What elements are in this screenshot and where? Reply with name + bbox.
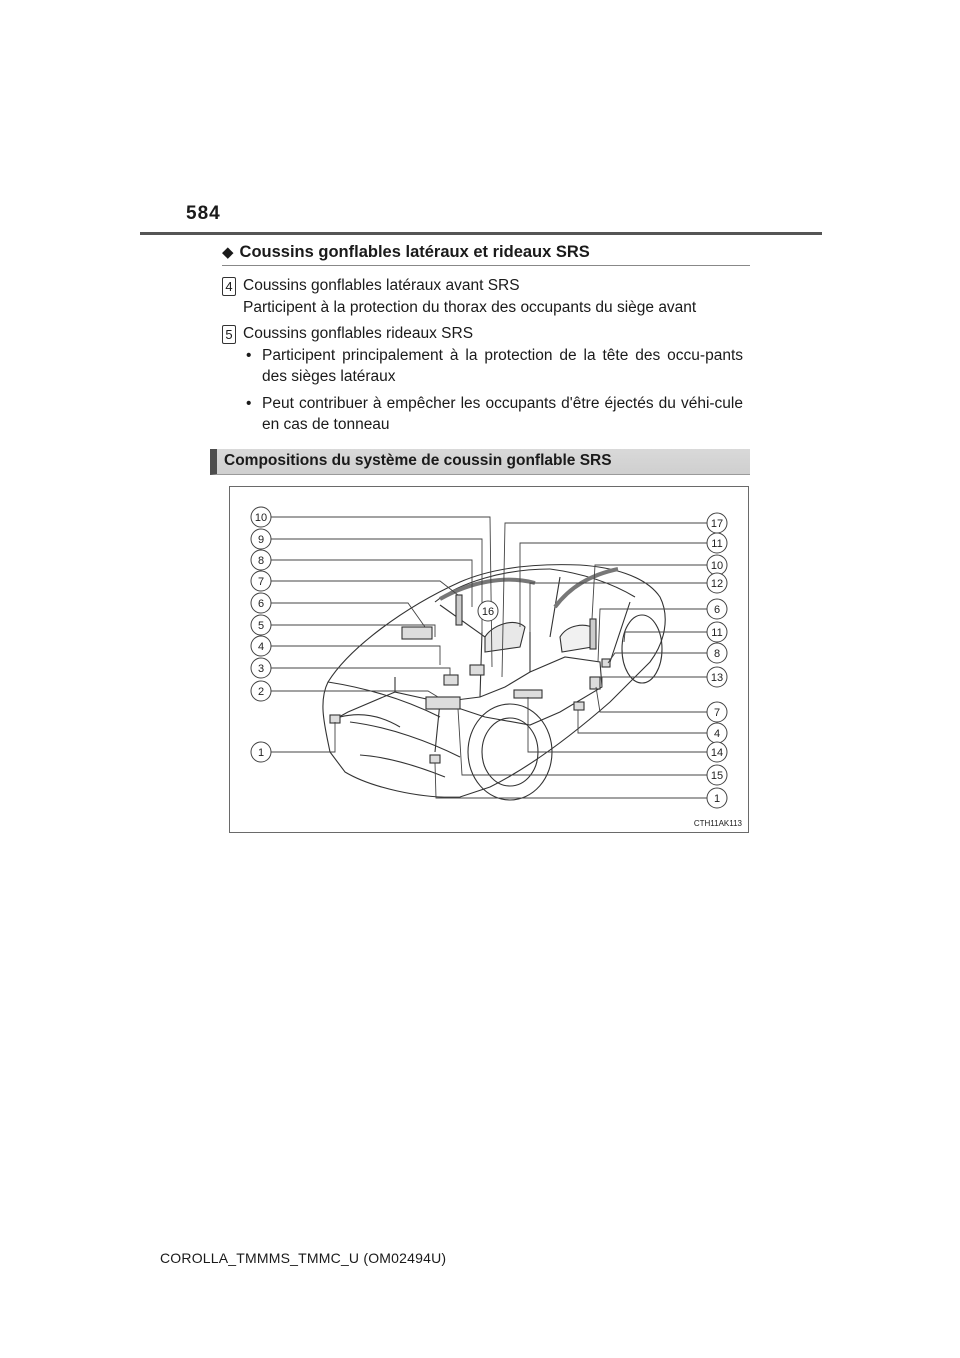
item-title: Coussins gonflables rideaux SRS [243, 325, 474, 342]
item-description: Participent à la protection du thorax des occupants du siège avant [243, 299, 697, 316]
callout-label: 14 [710, 747, 724, 759]
bullet-icon: • [246, 347, 252, 364]
callout-label: 7 [257, 576, 265, 588]
callout-label: 11 [711, 538, 723, 550]
airbag-system-figure [229, 486, 749, 833]
heading-rule [222, 265, 750, 266]
callout-label: 12 [710, 578, 724, 590]
callout-label: 16 [481, 606, 495, 618]
bullet-text: Participent principalement à la protection de la tête des occu-pants des sièges latéraux [262, 347, 743, 385]
callout-label: 8 [257, 555, 265, 567]
bullet-item [246, 393, 743, 435]
item-number-badge: 4 [222, 277, 236, 296]
callout-label: 13 [710, 672, 724, 684]
callout-label: 4 [713, 728, 721, 740]
callout-label: 10 [710, 560, 724, 572]
callout-label: 11 [711, 627, 723, 639]
callout-label: 7 [713, 707, 721, 719]
car-diagram [230, 487, 749, 833]
callout-label: 17 [710, 518, 724, 530]
section-heading [222, 243, 590, 262]
callout-label: 3 [257, 663, 265, 675]
subsection-title: Compositions du système de coussin gonflable SRS [224, 452, 612, 469]
callout-label: 4 [257, 641, 265, 653]
bullet-item [246, 345, 743, 387]
callout-label: 2 [257, 686, 265, 698]
bullet-text: Peut contribuer à empêcher les occupants d'être éjectés du véhi-cule en cas de tonneau [262, 395, 743, 433]
header-rule [140, 232, 822, 235]
callout-label: 10 [254, 512, 268, 524]
callout-label: 8 [713, 648, 721, 660]
item-title: Coussins gonflables latéraux avant SRS [243, 277, 520, 294]
callout-label: 1 [713, 793, 721, 805]
callout-label: 15 [710, 770, 724, 782]
callout-label: 6 [257, 598, 265, 610]
callout-label: 9 [257, 534, 265, 546]
callout-label: 6 [713, 604, 721, 616]
bullet-icon: • [246, 395, 252, 412]
callout-label: 1 [257, 747, 265, 759]
figure-code: CTH11AK113 [693, 819, 742, 828]
item-number-badge: 5 [222, 325, 236, 344]
diamond-icon: ◆ [222, 244, 234, 261]
document-footer: COROLLA_TMMMS_TMMC_U (OM02494U) [160, 1250, 447, 1266]
callout-label: 5 [257, 620, 265, 632]
page-number: 584 [186, 203, 221, 224]
section-heading-text: Coussins gonflables latéraux et rideaux SRS [239, 243, 590, 261]
